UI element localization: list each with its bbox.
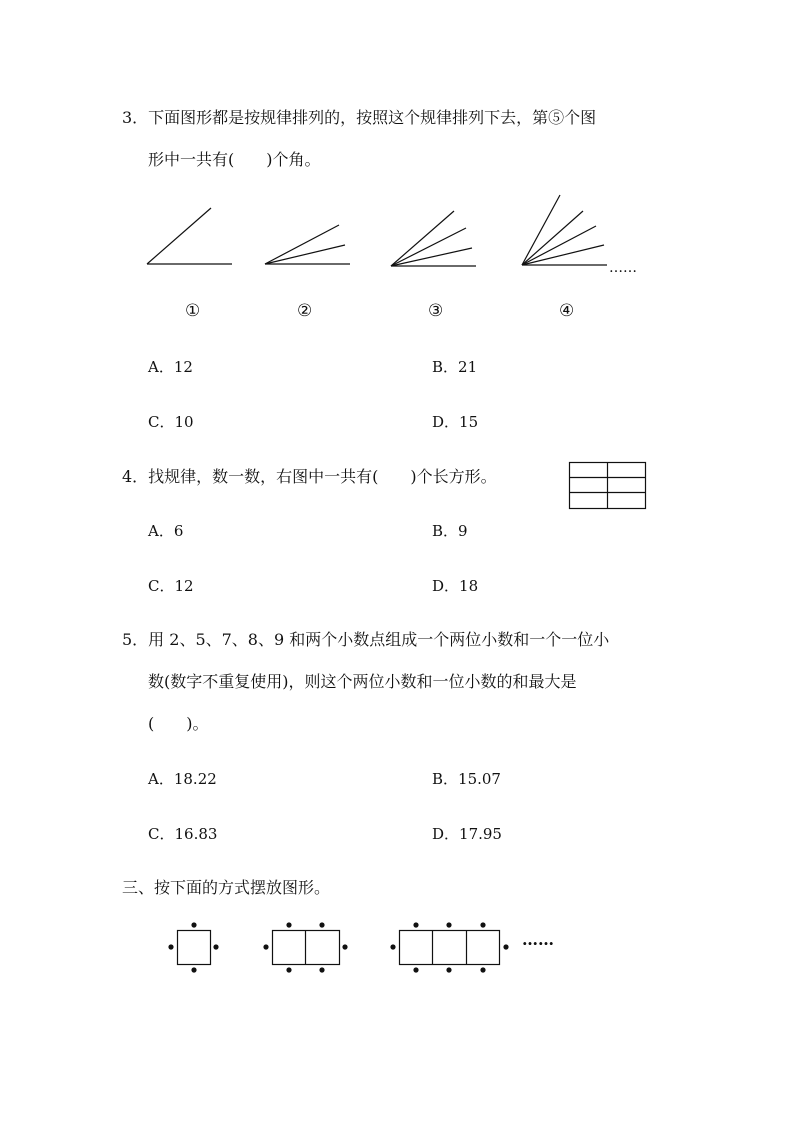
q4-text: 4．找规律，数一数，右图中一共有( )个长方形。 bbox=[122, 467, 497, 486]
q3-option-c: C．10 bbox=[148, 413, 194, 431]
q3-ellipsis: …… bbox=[609, 260, 637, 276]
q5-line2: 数(数字不重复使用)，则这个两位小数和一位小数的和最大是 bbox=[148, 672, 577, 691]
q5-line3: ( )。 bbox=[148, 714, 209, 733]
figure-label-4: ④ bbox=[559, 301, 575, 321]
q5-option-b: B．15.07 bbox=[432, 770, 501, 788]
q3-option-a: A．12 bbox=[148, 358, 193, 376]
q3-option-b: B．21 bbox=[432, 358, 478, 376]
section3-title: 三、按下面的方式摆放图形。 bbox=[122, 878, 331, 897]
q3-line2: 形中一共有( )个角。 bbox=[148, 150, 321, 169]
figure-label-1: ① bbox=[185, 301, 201, 321]
q4-option-d: D．18 bbox=[432, 577, 479, 595]
q3-line1: 3．下面图形都是按规律排列的，按照这个规律排列下去，第⑤个图 bbox=[122, 108, 597, 127]
q4-option-c: C．12 bbox=[148, 577, 194, 595]
q5-option-c: C．16.83 bbox=[148, 825, 218, 843]
figure-label-2: ② bbox=[297, 301, 313, 321]
figure-label-3: ③ bbox=[428, 301, 444, 321]
q3-option-d: D．15 bbox=[432, 413, 479, 431]
q5-option-a: A．18.22 bbox=[148, 770, 217, 788]
q5-line1: 5．用 2、5、7、8、9 和两个小数点组成一个两位小数和一个一位小 bbox=[122, 630, 610, 649]
section3-ellipsis: …… bbox=[522, 930, 554, 949]
q5-option-d: D．17.95 bbox=[432, 825, 502, 843]
q4-option-a: A．6 bbox=[148, 522, 184, 540]
q4-option-b: B．9 bbox=[432, 522, 468, 540]
